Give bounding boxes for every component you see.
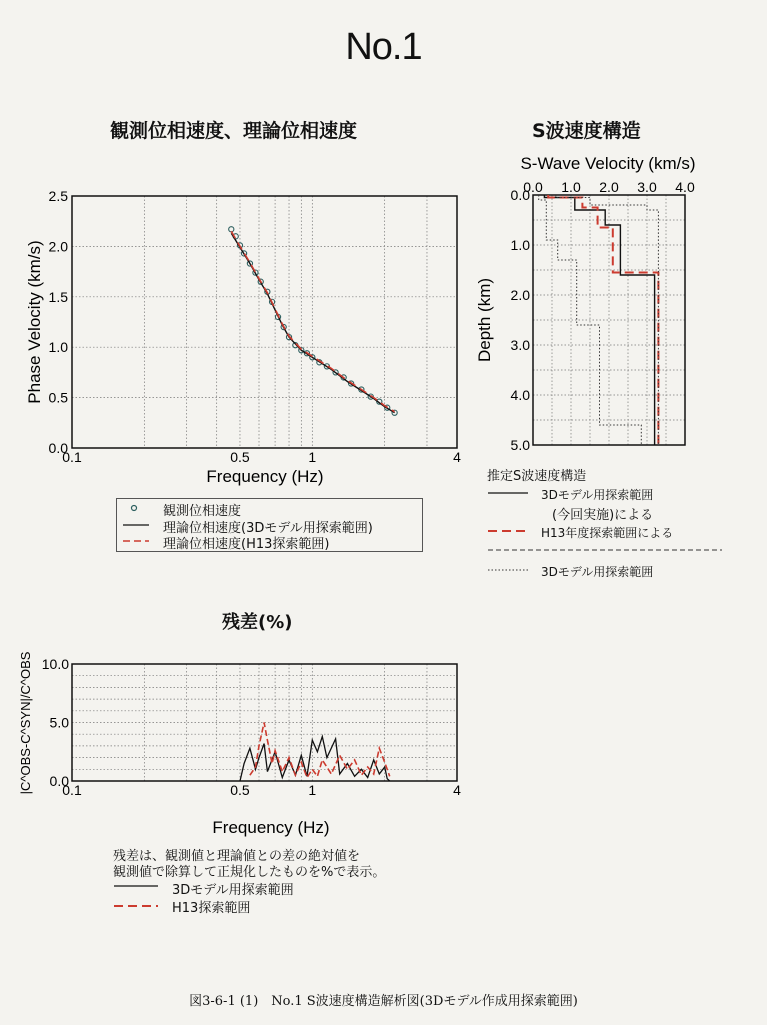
residual-legend-label-2: H13探索範囲 (172, 901, 251, 916)
residual-x-tick-label: 4 (453, 782, 461, 798)
phase-velocity-x-tick-label: 4 (453, 449, 461, 465)
residual-y-axis-label: |C^OBS-C^SYN|/C^OBS (18, 651, 33, 795)
s-wave-legend-label-1: 3Dモデル用探索範囲 (541, 488, 654, 502)
s-wave-x-tick-label: 4.0 (675, 179, 695, 195)
residual-y-tick-label: 10.0 (41, 656, 69, 672)
phase-velocity-legend-keys (117, 499, 157, 551)
residual-legend-keys (110, 878, 170, 918)
residual-y-tick-label: 0.0 (49, 773, 69, 789)
figure-caption: 図3-6-1 (1) No.1 S波速度構造解析図(3Dモデル作成用探索範囲) (189, 994, 578, 1009)
page-title: No.1 (345, 26, 422, 68)
legend-label-observed: 観測位相速度 (163, 504, 242, 519)
observed-phase-velocity-point (229, 227, 234, 232)
phase-velocity-y-tick-label: 0.5 (48, 389, 68, 406)
s-wave-y-tick-label: 3.0 (510, 337, 530, 353)
residual-chart-title: 残差(%) (222, 612, 293, 633)
s-wave-legend-label-3: H13年度探索範囲による (541, 526, 674, 540)
theoretical-h13-line (231, 231, 394, 411)
phase-velocity-y-axis-label: Phase Velocity (km/s) (25, 240, 44, 404)
residual-chart (0, 645, 470, 845)
s-wave-y-tick-label: 0.0 (510, 187, 530, 203)
phase-velocity-y-tick-label: 2.0 (48, 238, 68, 255)
residual-3d-model-line (240, 737, 390, 782)
s-wave-x-tick-label: 1.0 (561, 179, 581, 195)
residual-h13-line (250, 723, 390, 778)
phase-velocity-y-tick-label: 1.0 (48, 339, 68, 356)
residual-x-axis-label: Frequency (Hz) (212, 818, 330, 837)
phase-velocity-legend (116, 498, 423, 552)
residual-x-tick-label: 0.1 (62, 782, 82, 798)
phase-velocity-chart (0, 150, 470, 500)
s-wave-x-tick-label: 2.0 (599, 179, 619, 195)
phase-velocity-chart-title: 観測位相速度、理論位相速度 (110, 120, 358, 142)
phase-velocity-x-tick-label: 1 (308, 449, 317, 465)
residual-y-tick-label: 5.0 (49, 714, 69, 731)
s-wave-structure-chart-title: S波速度構造 (532, 120, 641, 142)
phase-velocity-x-tick-label: 0.1 (62, 449, 82, 465)
residual-note-line-2: 観測値で除算して正規化したものを%で表示。 (113, 865, 386, 880)
phase-velocity-x-tick-label: 0.5 (230, 449, 250, 465)
s-wave-x-tick-label: 0.0 (523, 179, 543, 195)
s-wave-y-tick-label: 5.0 (510, 437, 530, 453)
legend-label-h13: 理論位相速度(H13探索範囲) (163, 537, 330, 552)
phase-velocity-plot-frame (72, 196, 457, 448)
s-wave-legend-label-2: (今回実施)による (552, 508, 654, 523)
s-wave-y-tick-label: 1.0 (510, 237, 530, 253)
s-wave-x-axis-label: S-Wave Velocity (km/s) (520, 154, 696, 173)
s-wave-y-axis-label: Depth (km) (475, 277, 494, 363)
s-wave-structure-chart (468, 145, 708, 460)
residual-legend-label-1: 3Dモデル用探索範囲 (172, 883, 294, 898)
residual-x-tick-label: 1 (308, 782, 317, 798)
s-wave-x-tick-label: 3.0 (637, 179, 657, 195)
residual-x-tick-label: 0.5 (230, 782, 250, 798)
legend-label-3d-model: 理論位相速度(3Dモデル用探索範囲) (163, 521, 373, 536)
phase-velocity-x-axis-label: Frequency (Hz) (206, 467, 324, 486)
phase-velocity-y-tick-label: 1.5 (48, 288, 68, 305)
s-wave-plot-frame (533, 195, 685, 445)
s-wave-y-tick-label: 4.0 (510, 387, 530, 403)
legend-key-observed (132, 506, 137, 511)
residual-note-line-1: 残差は、観測値と理論値との差の絶対値を (113, 849, 361, 864)
phase-velocity-y-tick-label: 0.0 (48, 440, 68, 456)
s-wave-legend-title: 推定S波速度構造 (487, 469, 587, 484)
s-wave-legend-label-4: 3Dモデル用探索範囲 (541, 565, 654, 579)
s-wave-y-tick-label: 2.0 (510, 287, 530, 303)
theoretical-3d-model-line (231, 233, 394, 412)
phase-velocity-y-tick-label: 2.5 (48, 188, 68, 204)
